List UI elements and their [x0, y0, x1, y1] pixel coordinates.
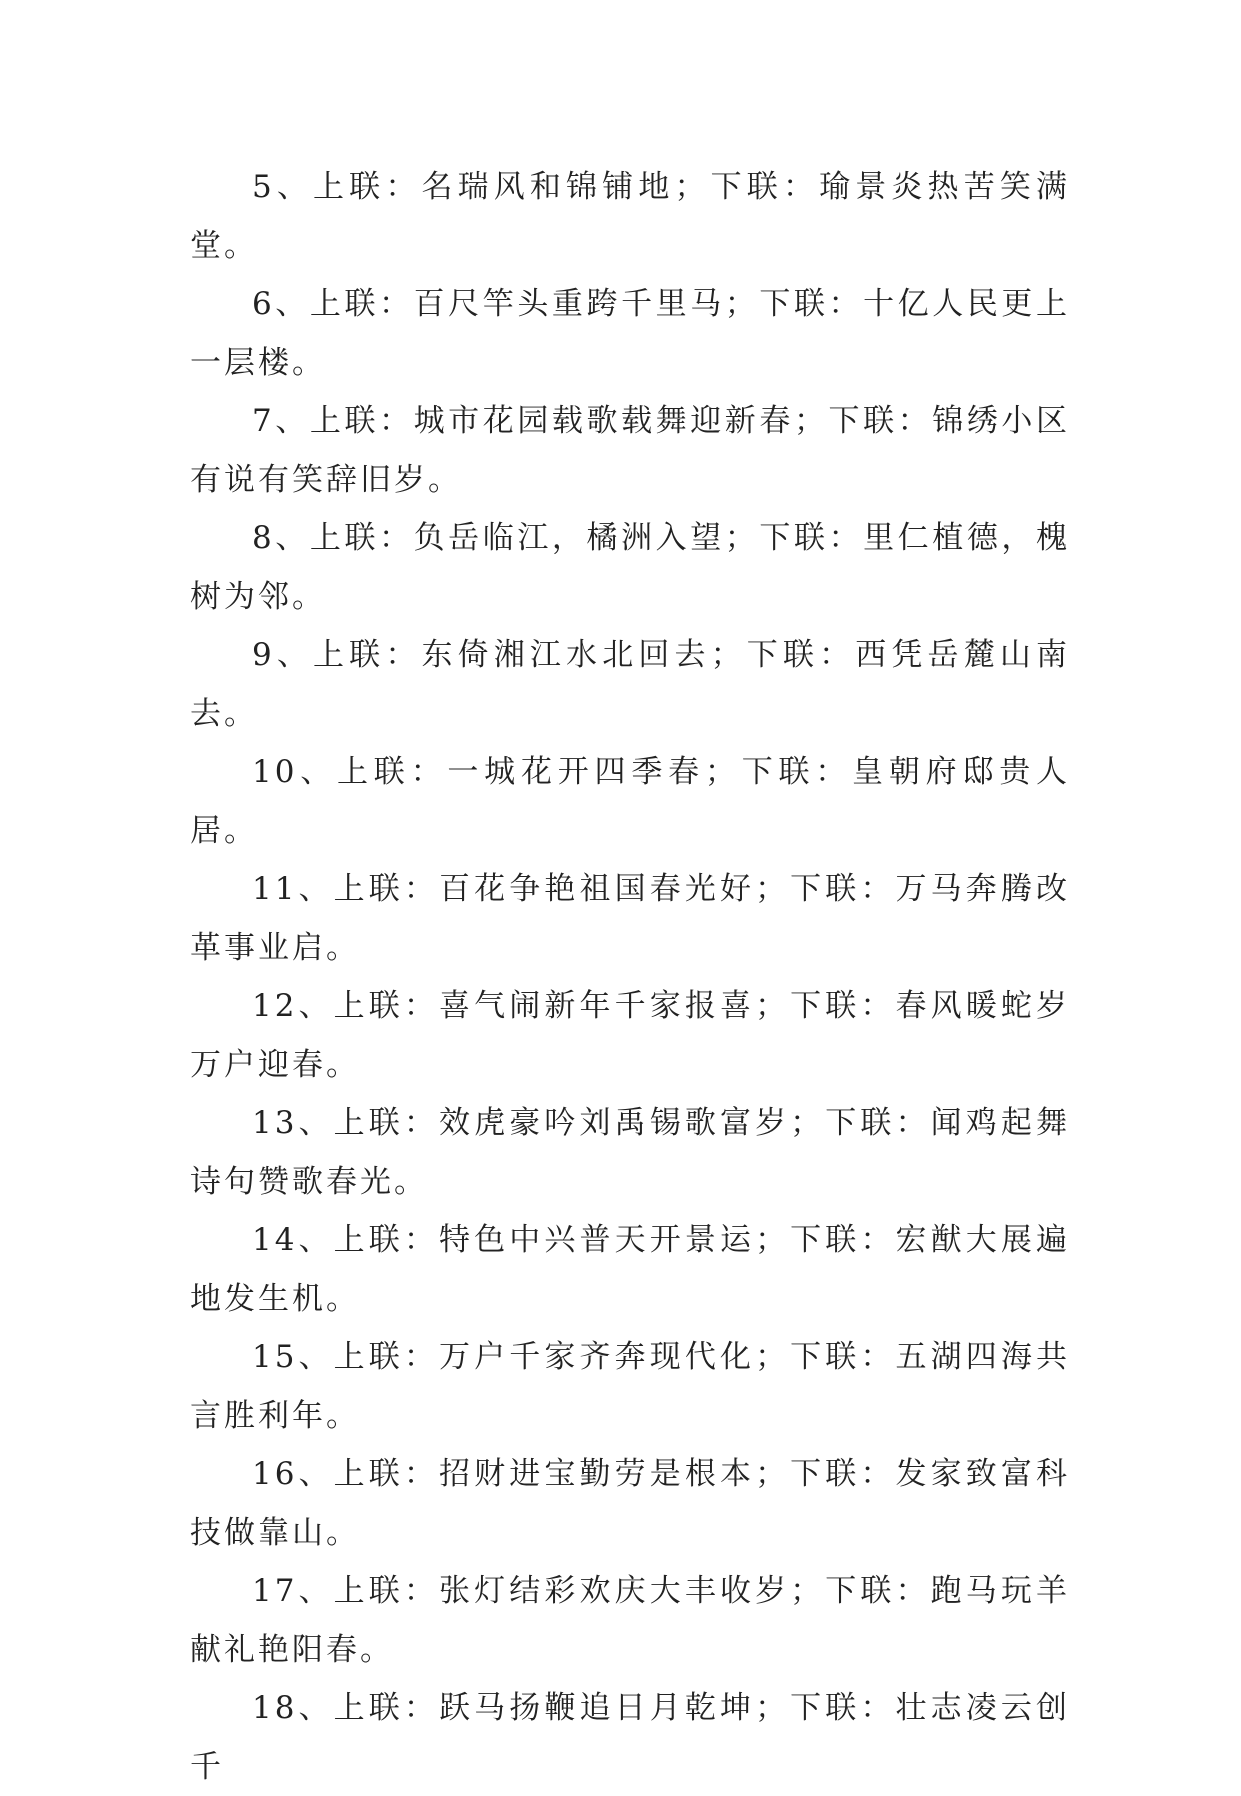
- couplet-paragraph: 9、上联：东倚湘江水北回去；下联：西凭岳麓山南去。: [190, 637, 1070, 732]
- couplet-paragraph: 16、上联：招财进宝勤劳是根本；下联：发家致富科技做靠山。: [190, 1456, 1070, 1551]
- couplet-paragraph: 5、上联：名瑞风和锦铺地；下联：瑜景炎热苦笑满堂。: [190, 169, 1070, 264]
- document-body: [190, 158, 1070, 1796]
- couplet-paragraph: 6、上联：百尺竿头重跨千里马；下联：十亿人民更上一层楼。: [190, 286, 1070, 381]
- couplet-paragraph: 7、上联：城市花园载歌载舞迎新春；下联：锦绣小区有说有笑辞旧岁。: [190, 403, 1070, 498]
- couplet-paragraph: 10、上联：一城花开四季春；下联：皇朝府邸贵人居。: [190, 754, 1070, 849]
- couplet-paragraph: 13、上联：效虎豪吟刘禹锡歌富岁；下联：闻鸡起舞诗句赞歌春光。: [190, 1105, 1070, 1200]
- couplet-paragraph: 17、上联：张灯结彩欢庆大丰收岁；下联：跑马玩羊献礼艳阳春。: [190, 1573, 1070, 1668]
- couplet-paragraph: 14、上联：特色中兴普天开景运；下联：宏猷大展遍地发生机。: [190, 1222, 1070, 1317]
- couplet-paragraph: 8、上联：负岳临江，橘洲入望；下联：里仁植德，槐树为邻。: [190, 520, 1070, 615]
- couplet-paragraph: 11、上联：百花争艳祖国春光好；下联：万马奔腾改革事业启。: [190, 871, 1070, 966]
- couplet-paragraph: 18、上联：跃马扬鞭追日月乾坤；下联：壮志凌云创千: [190, 1690, 1070, 1785]
- couplet-paragraph: 12、上联：喜气闹新年千家报喜；下联：春风暖蛇岁万户迎春。: [190, 988, 1070, 1083]
- couplet-paragraph: 15、上联：万户千家齐奔现代化；下联：五湖四海共言胜利年。: [190, 1339, 1070, 1434]
